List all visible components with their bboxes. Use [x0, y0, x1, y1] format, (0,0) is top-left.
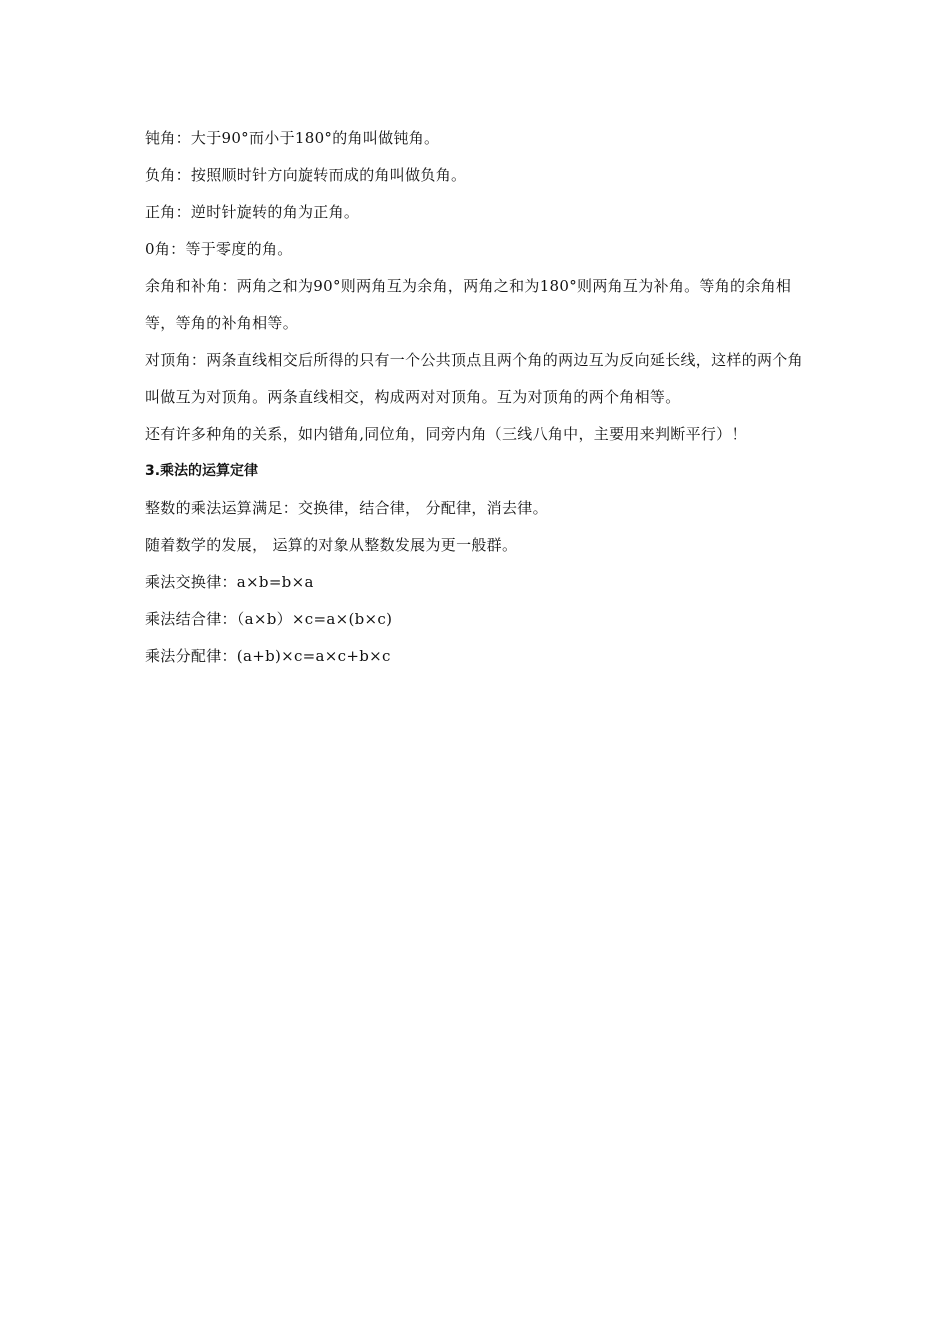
paragraph-angle-relations: 还有许多种角的关系，如内错角,同位角，同旁内角（三线八角中，主要用来判断平行）！ [145, 425, 747, 443]
paragraph-distributive-law: 乘法分配律：(a+b)×c=a×c+b×c [145, 647, 391, 665]
paragraph-vertical-angles: 对顶角：两条直线相交后所得的只有一个公共顶点且两个角的两边互为反向延长线，这样的两个角叫做互为对顶角。两条直线相交，构成两对对顶角。互为对顶角的两个角相等。 [145, 351, 803, 406]
paragraph-negative-angle: 负角：按照顺时针方向旋转而成的角叫做负角。 [145, 166, 467, 184]
paragraph-complementary-supplementary: 余角和补角：两角之和为90°则两角互为余角，两角之和为180°则两角互为补角。等角的余角相等，等角的补角相等。 [145, 277, 792, 332]
paragraph-associative-law: 乘法结合律：（a×b）×c=a×(b×c) [145, 610, 393, 628]
paragraph-integer-laws: 整数的乘法运算满足：交换律，结合律， 分配律，消去律。 [145, 499, 548, 517]
section-heading: 3.乘法的运算定律 [145, 463, 259, 479]
paragraph-positive-angle: 正角：逆时针旋转的角为正角。 [145, 203, 360, 221]
paragraph-obtuse-angle: 钝角：大于90°而小于180°的角叫做钝角。 [145, 129, 440, 147]
paragraph-zero-angle: 0角：等于零度的角。 [145, 240, 293, 258]
paragraph-group-development: 随着数学的发展， 运算的对象从整数发展为更一般群。 [145, 536, 518, 554]
paragraph-commutative-law: 乘法交换律：a×b=b×a [145, 573, 314, 591]
document-body [145, 120, 810, 675]
